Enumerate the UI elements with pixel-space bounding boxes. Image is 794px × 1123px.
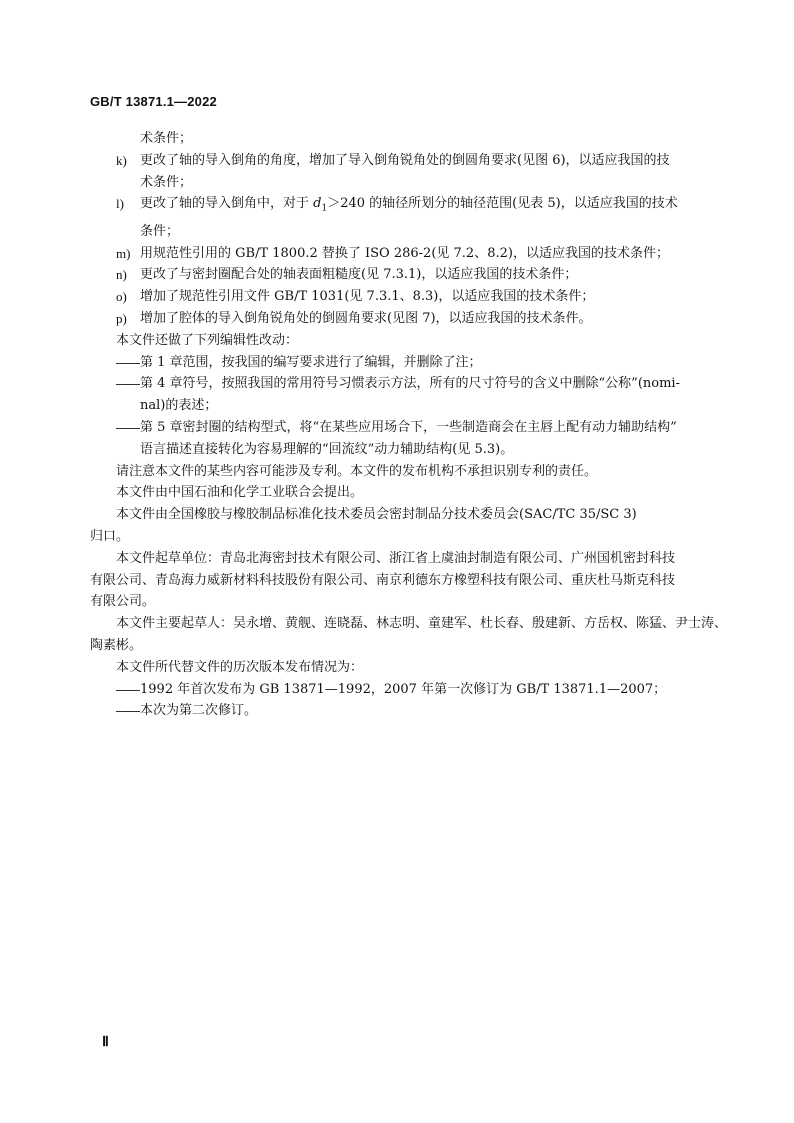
list-item-p (116, 308, 702, 330)
patent-notice: 请注意本文件的某些内容可能涉及专利。本文件的发布机构不承担识别专利的责任。 (116, 463, 598, 479)
history-item (116, 679, 702, 701)
list-text: 增加了腔体的导入倒角锐角处的倒圆角要求(见图 7)，以适应我国的技术条件。 (140, 310, 592, 326)
list-text: 更改了与密封圈配合处的轴表面粗糙度(见 7.3.1)，以适应我国的技术条件； (140, 267, 578, 283)
managed-by: 本文件由全国橡胶与橡胶制品标准化技术委员会密封制品分技术委员会(SAC/TC 35/SC 3) (116, 507, 637, 523)
editorial-text: 语言描述直接转化为容易理解的“回流纹”动力辅助结构(见 5.3)。 (140, 441, 514, 457)
history-text: 本次为第二次修订。 (140, 703, 258, 719)
list-marker: p) (116, 310, 127, 326)
list-marker: m) (116, 245, 131, 261)
drafters-cont: 陶素彬。 (90, 637, 143, 653)
symbol-d: d (313, 196, 322, 212)
editorial-intro: 本文件还做了下列编辑性改动： (116, 332, 299, 348)
history-item (116, 700, 702, 722)
list-marker: o) (116, 289, 127, 305)
list-text: 更改了轴的导入倒角的角度，增加了导入倒角锐角处的倒圆角要求(见图 6)，以适应我国的技 (140, 152, 670, 168)
document-body (90, 128, 728, 722)
dash-marker: —— (116, 376, 138, 392)
drafting-units: 本文件起草单位：青岛北海密封技术有限公司、浙江省上虞油封制造有限公司、广州国机密封科技 (116, 550, 676, 566)
drafting-units-cont: 有限公司。 (90, 594, 156, 610)
list-marker: l) (116, 196, 124, 212)
list-item-m (116, 243, 702, 265)
list-item-k (116, 150, 702, 194)
list-item-l (116, 193, 702, 242)
page-number: Ⅱ (102, 1035, 109, 1050)
list-item-n (116, 264, 702, 286)
editorial-text: 第 1 章范围，按我国的编写要求进行了编辑，并删除了注； (140, 354, 482, 370)
list-text (140, 193, 702, 220)
list-marker: k) (116, 152, 127, 168)
dash-marker: —— (116, 419, 138, 435)
list-item-o (116, 286, 702, 308)
history-intro: 本文件所代替文件的历次版本发布情况为： (116, 659, 364, 675)
editorial-text: 第 4 章符号，按照我国的常用符号习惯表示方法，所有的尺寸符号的含义中删除“公称”(nomi- (140, 376, 680, 392)
dash-marker: —— (116, 681, 138, 697)
editorial-item (116, 373, 702, 417)
list-text: 条件； (140, 223, 180, 239)
editorial-item (116, 352, 702, 374)
dash-marker: —— (116, 703, 138, 719)
standard-id-header: GB/T 13871.1—2022 (90, 94, 217, 109)
managed-by-cont: 归口。 (90, 528, 130, 544)
history-text: 1992 年首次发布为 GB 13871—1992，2007 年第一次修订为 GB/T 13871.1—2007； (140, 681, 667, 697)
list-text: 用规范性引用的 GB/T 1800.2 替换了 ISO 286-2(见 7.2、8.2)，以适应我国的技术条件； (140, 245, 669, 261)
drafters: 本文件主要起草人：吴永增、黄舰、连晓磊、林志明、童建军、杜长春、殷建新、方岳权、陈猛、尹士涛、 (116, 616, 728, 632)
list-text-post: ＞240 的轴径所划分的轴径范围(见表 5)，以适应我国的技术 (327, 196, 678, 212)
list-text: 增加了规范性引用文件 GB/T 1031(见 7.3.1、8.3)，以适应我国的技术条件； (140, 289, 595, 305)
list-text: 术条件； (140, 174, 193, 190)
continuation-line: 术条件； (140, 131, 193, 146)
symbol-subscript: 1 (321, 203, 328, 214)
editorial-text: nal)的表述； (140, 398, 218, 414)
editorial-text: 第 5 章密封圈的结构型式，将“在某些应用场合下，一些制造商会在主唇上配有动力辅助结构” (140, 419, 677, 435)
dash-marker: —— (116, 354, 138, 370)
drafting-units-cont: 有限公司、青岛海力威新材料科技股份有限公司、南京利德东方橡塑科技有限公司、重庆杜马斯克科技 (90, 572, 676, 588)
list-marker: n) (116, 267, 127, 283)
editorial-item (116, 417, 702, 461)
list-text-pre: 更改了轴的导入倒角中，对于 (140, 196, 314, 212)
proposed-by: 本文件由中国石油和化学工业联合会提出。 (116, 485, 364, 501)
